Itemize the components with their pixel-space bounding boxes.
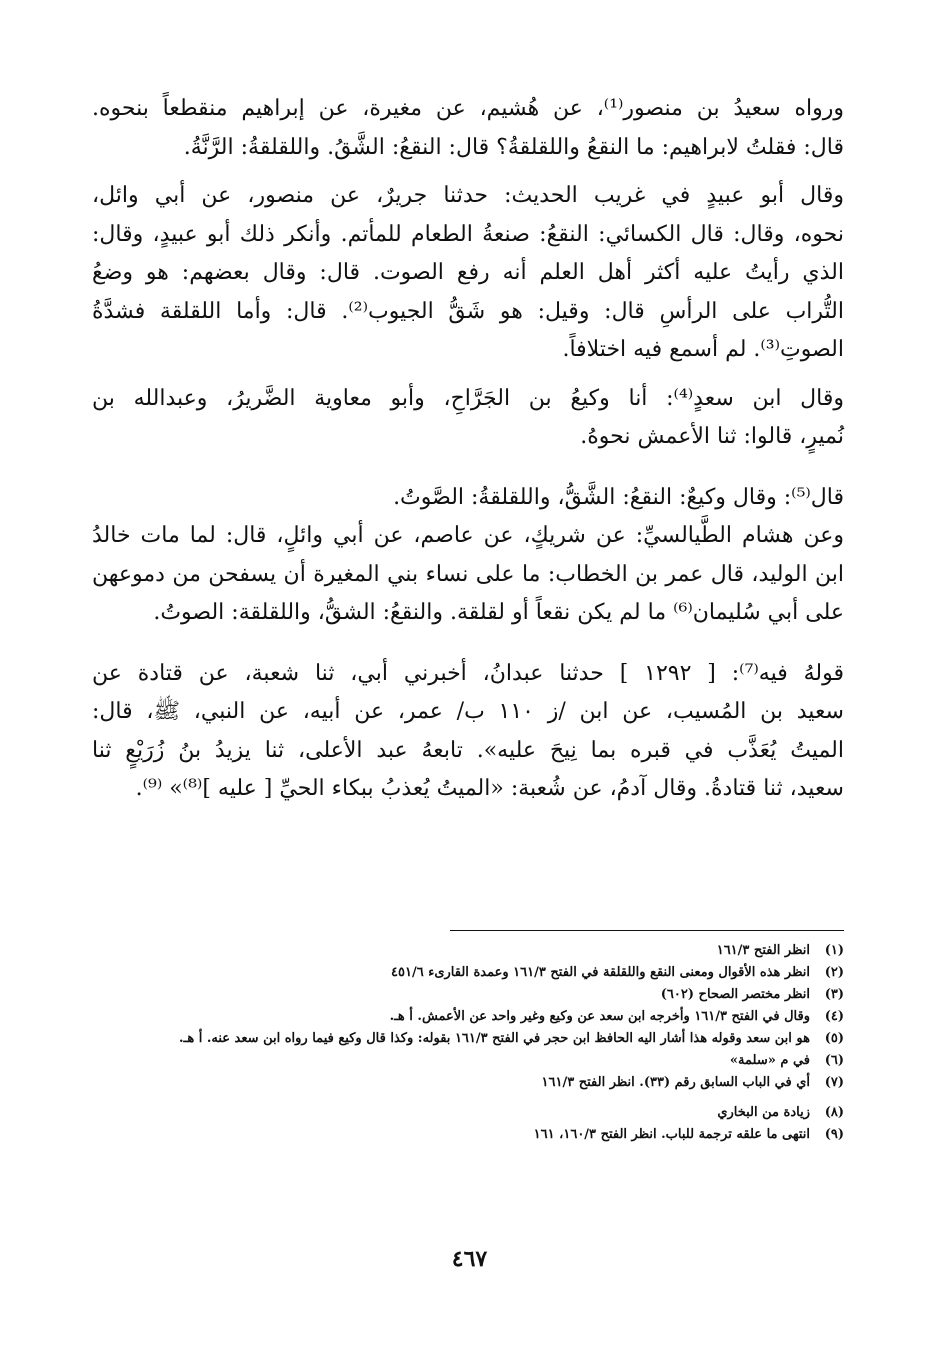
text-line: قال⁽⁵⁾: وقال وكيعٌ: النقعُ: الشَّقُّ، واللقلقةُ: الصَّوتُ. [393, 484, 844, 510]
text-line: الميتُ يُعَذَّب في قبره بما نِيحَ عليه». تابعهُ عبد الأعلى، ثنا يزيدُ بنُ زُرَيْعٍ ثنا [92, 737, 844, 763]
footnote [95, 940, 844, 962]
footnote-number: (٥) [824, 1031, 844, 1046]
text-line: التُّراب على الرأسِ قال: وقيل: هو شَقُّ الجيوب⁽²⁾. قال: وأما اللقلقة فشدَّةُ [92, 298, 844, 324]
footnote-text: أي في الباب السابق رقم (٣٣). انظر الفتح ١٦١/٣ [541, 1075, 810, 1090]
footnote-text: انظر الفتح ١٦١/٣ [716, 943, 810, 958]
footnote-number: (٨) [824, 1105, 844, 1120]
text-line: الصوتِ⁽³⁾. لم أسمع فيه اختلافاً. [562, 337, 844, 362]
text-line: وقال أبو عبيدٍ في غريب الحديث: حدثنا جريرٌ، عن منصور، عن أبي وائل، [92, 183, 844, 208]
text-line: قولهُ فيه⁽⁷⁾: [ ١٢٩٢ ] حدثنا عبدانُ، أخبرني أبي، ثنا شعبة، عن قتادة عن [92, 660, 844, 686]
paragraph [92, 517, 844, 633]
text-line: الذي رأيتُ عليه أكثر أهل العلم أنه رفع الصوت. قال: وقال بعضهم: هو وضعُ [92, 260, 844, 285]
footnote-text: هو ابن سعد وقوله هذا أشار اليه الحافظ ابن حجر في الفتح ١٦١/٣ بقوله: وكذا قال وكيع فيما رواه ابن سعد عنه. أ هـ. [179, 1031, 810, 1046]
footnote-number: (٤) [824, 1009, 844, 1024]
footnote-divider [450, 930, 844, 931]
paragraph [92, 177, 844, 370]
text-line: نُميرٍ، قالوا: ثنا الأعمش نحوهُ. [580, 424, 844, 449]
footnote-number: (٣) [824, 987, 844, 1002]
paragraph [92, 479, 844, 518]
text-line: وعن هشام الطَّيالسيِّ: عن شريكٍ، عن عاصم، عن أبي وائلٍ، قال: لما مات خالدُ [92, 523, 844, 548]
footnote-number: (٩) [824, 1127, 844, 1142]
footnote-text: في م «سلمة» [729, 1053, 810, 1068]
text-line: سعيد بن المُسيب، عن ابن /ز ١١٠ ب/ عمر، عن أبيه، عن النبي، ﷺ، قال: [92, 699, 844, 724]
footnote-text: انظر هذه الأقوال ومعنى النقع واللقلقة في الفتح ١٦١/٣ وعمدة القارىء ٤٥١/٦ [391, 965, 810, 980]
footnote [95, 1072, 844, 1094]
text-line: وقال ابن سعدٍ⁽⁴⁾: أنا وكيعُ بن الجَرَّاحِ، وأبو معاوية الضَّريرُ، وعبدالله بن [92, 385, 844, 411]
footnote [95, 1102, 844, 1124]
footnote [95, 1028, 844, 1050]
paragraph [92, 90, 844, 167]
footnote-text: وقال في الفتح ١٦١/٣ وأخرجه ابن سعد عن وكيع وغير واحد عن الأعمش. أ هـ. [389, 1009, 810, 1024]
footnotes [95, 940, 844, 1146]
footnote-number: (٢) [824, 965, 844, 980]
main-text [92, 90, 844, 819]
footnote-number: (٧) [824, 1075, 844, 1090]
footnote-text: زيادة من البخاري [717, 1105, 810, 1120]
footnote-number: (٦) [824, 1053, 844, 1068]
text-line: ورواه سعيدُ بن منصور⁽¹⁾، عن هُشيم، عن مغيرة، عن إبراهيم منقطعاً بنحوه. [92, 96, 844, 121]
footnote-text: انتهى ما علقه ترجمة للباب. انظر الفتح ١٦٠/٣، ١٦١ [533, 1127, 810, 1142]
footnote [95, 1124, 844, 1146]
footnote [95, 1006, 844, 1028]
footnote [95, 984, 844, 1006]
paragraph [92, 380, 844, 457]
paragraph [92, 655, 844, 809]
page-number: ٤٦٧ [451, 1246, 488, 1272]
footnote-number: (١) [824, 943, 844, 958]
text-line: على أبي سُليمان⁽⁶⁾ ما لم يكن نقعاً أو لقلقة. والنقعُ: الشقُّ، واللقلقة: الصوتُ. [153, 600, 844, 625]
text-line: نحوه، وقال: قال الكسائي: النقعُ: صنعةُ الطعام للمأتم. وأنكر ذلك أبو عبيدٍ، وقال: [92, 221, 844, 247]
text-line: سعيد، ثنا قتادةُ. وقال آدمُ، عن شُعبة: «الميتُ يُعذبُ ببكاء الحيِّ [ عليه ]⁽⁸⁾» ⁽⁹⁾. [135, 776, 844, 801]
footnote [95, 962, 844, 984]
text-line: قال: فقلتُ لابراهيم: ما النقعُ واللقلقةُ؟ قال: النقعُ: الشَّقُ. واللقلقةُ: الرَّنَّةُ. [183, 134, 844, 160]
text-line: ابن الوليد، قال عمر بن الخطاب: ما على نساء بني المغيرة أن يسفحن من دموعهن [92, 561, 844, 587]
footnote-spacer [95, 1094, 844, 1102]
footnote-text: انظر مختصر الصحاح (٦٠٢) [660, 987, 810, 1002]
footnote [95, 1050, 844, 1072]
